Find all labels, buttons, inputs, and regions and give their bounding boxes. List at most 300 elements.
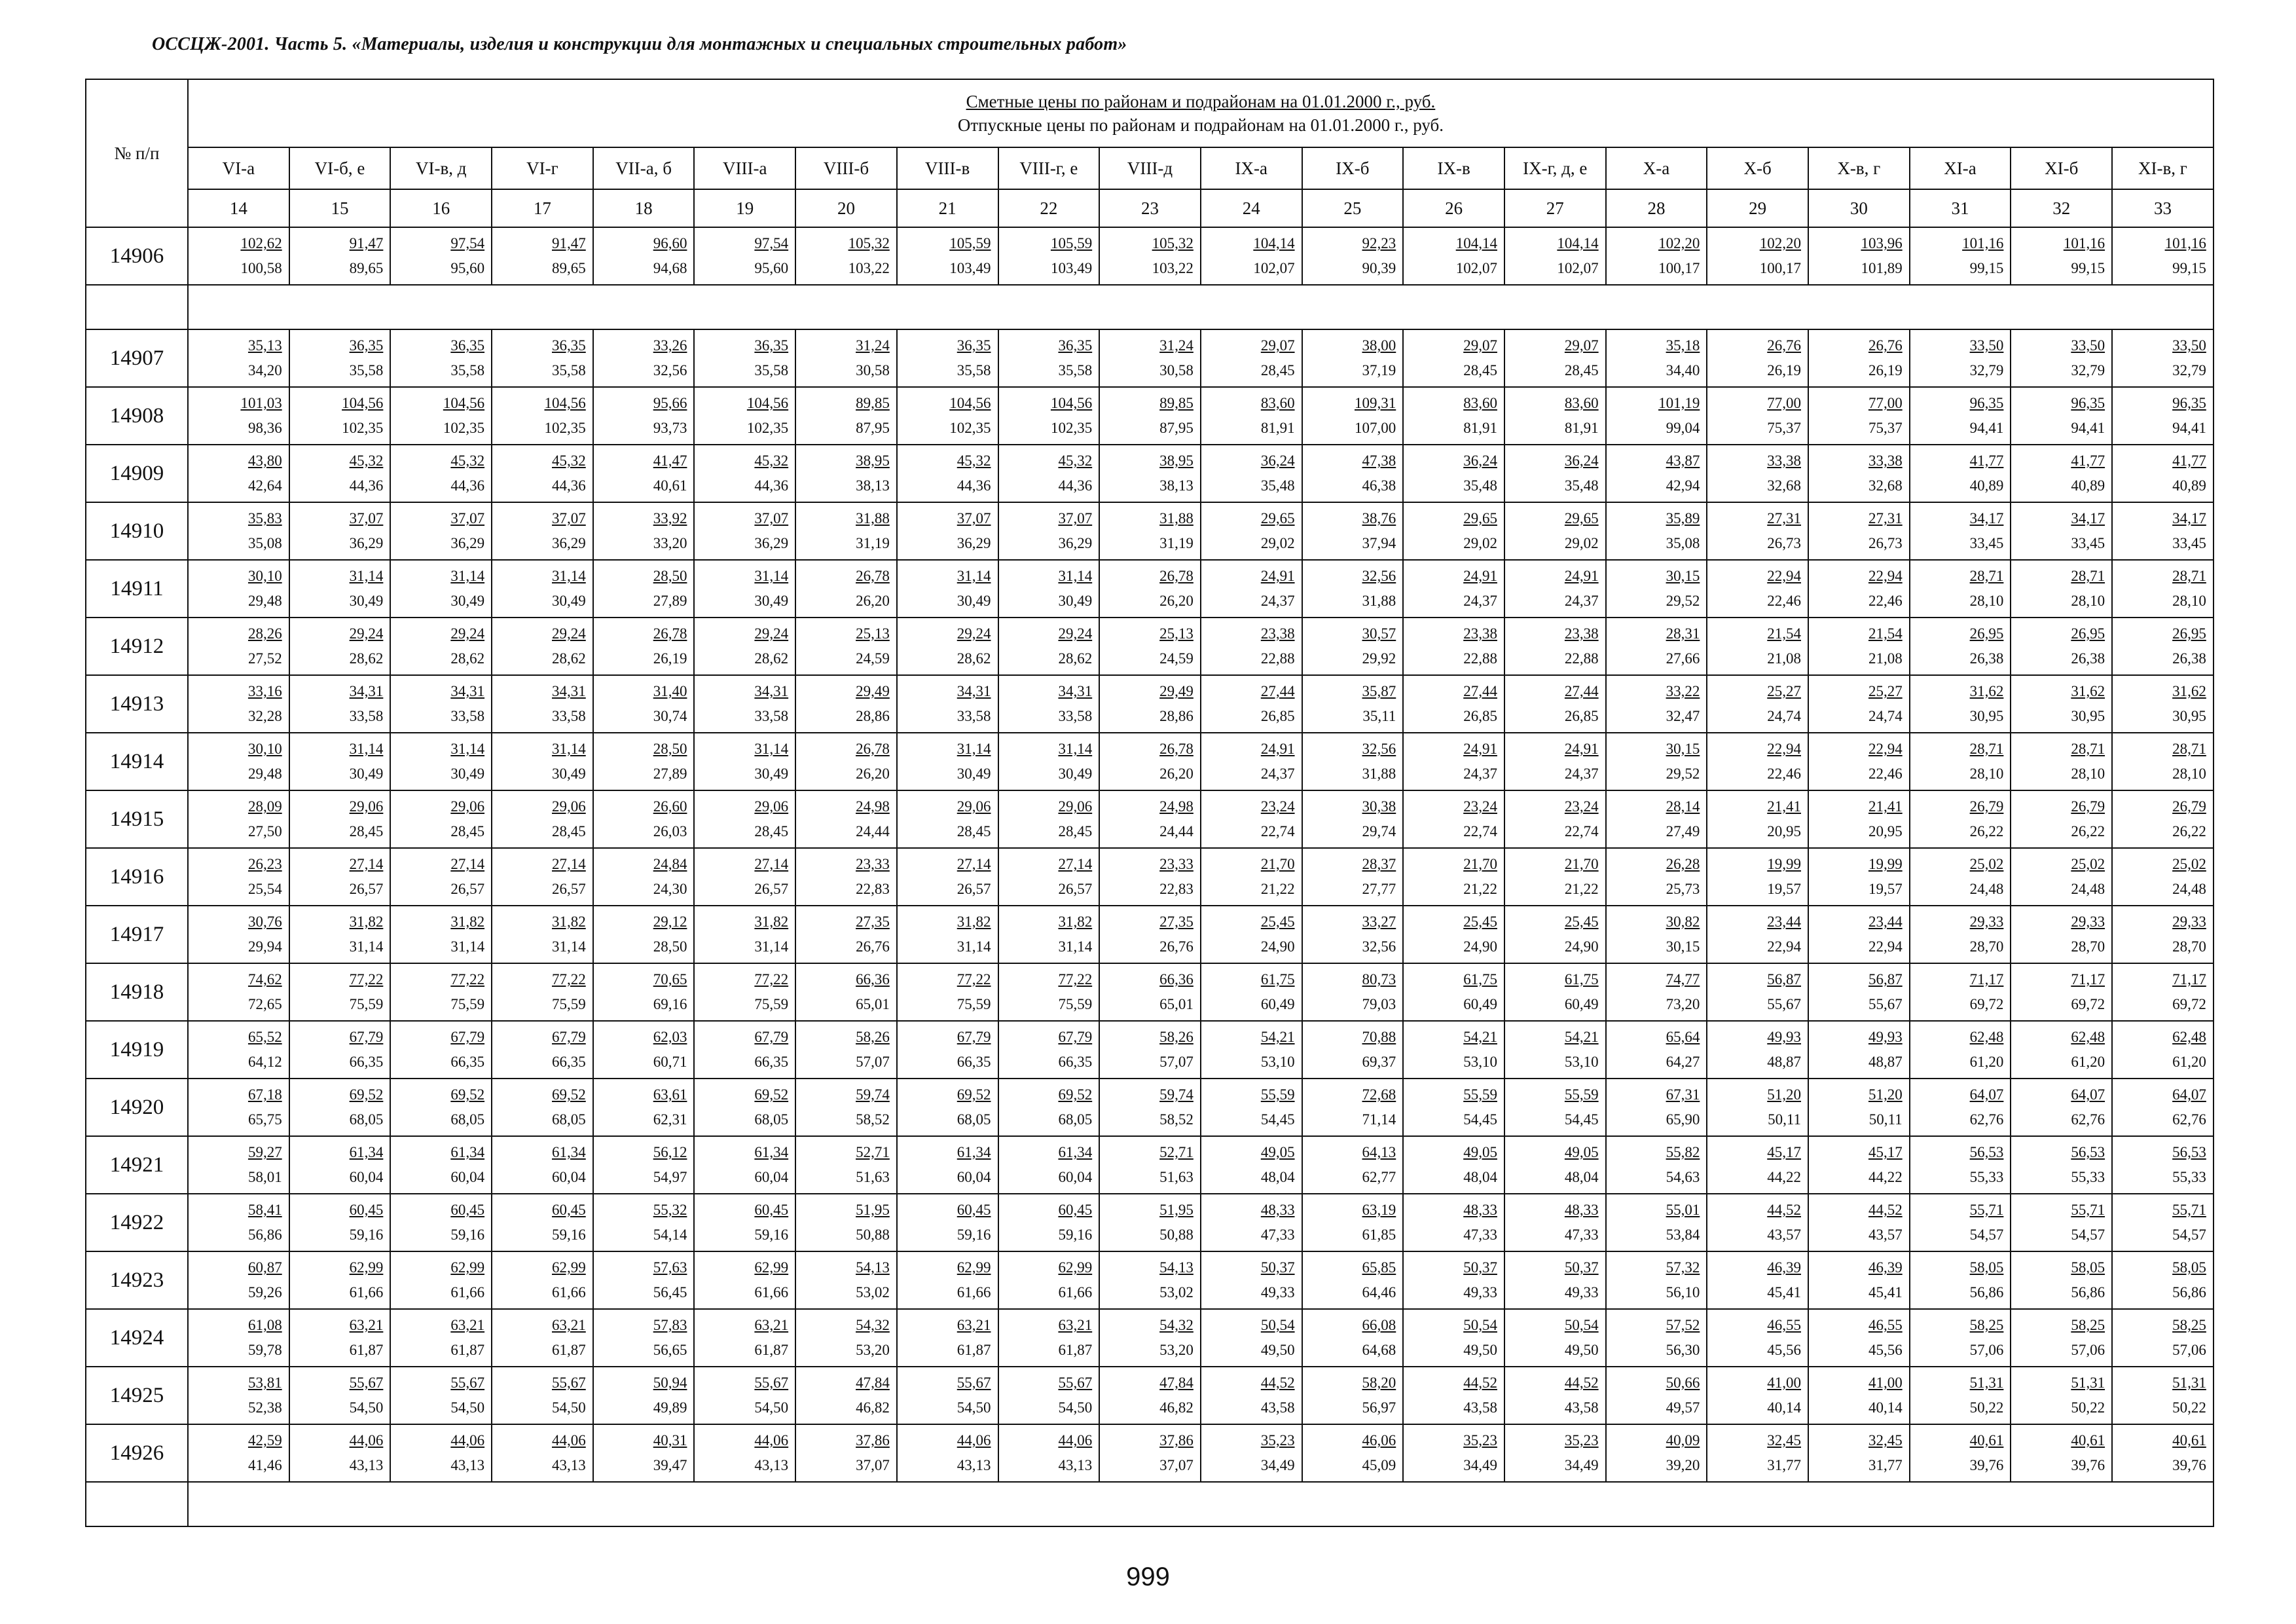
price-cell bbox=[2112, 1021, 2214, 1079]
price-cell bbox=[1403, 1021, 1504, 1079]
estimated-price: 24,91 bbox=[1564, 568, 1599, 584]
price-cell bbox=[390, 560, 492, 618]
price-cell bbox=[2011, 1136, 2112, 1194]
release-price: 53,84 bbox=[1666, 1227, 1700, 1243]
price-cell bbox=[1099, 848, 1201, 906]
estimated-price: 55,59 bbox=[1564, 1086, 1599, 1103]
release-price: 33,45 bbox=[2172, 535, 2206, 551]
price-cell bbox=[1403, 1251, 1504, 1309]
price-cell bbox=[1504, 560, 1606, 618]
release-price: 26,73 bbox=[1868, 535, 1903, 551]
estimated-prices-title: Сметные цены по районам и подрайонам на 01.01.2000 г., руб. bbox=[966, 92, 1436, 111]
release-price: 34,40 bbox=[1666, 362, 1700, 378]
estimated-price: 50,37 bbox=[1463, 1259, 1497, 1276]
price-cell bbox=[1099, 1367, 1201, 1424]
estimated-price: 54,13 bbox=[856, 1259, 890, 1276]
price-cell bbox=[795, 1424, 897, 1482]
estimated-price: 23,33 bbox=[856, 856, 890, 872]
release-price: 27,89 bbox=[653, 766, 687, 782]
release-price: 54,50 bbox=[552, 1399, 586, 1416]
price-cell bbox=[2011, 1021, 2112, 1079]
release-price: 66,35 bbox=[450, 1054, 485, 1070]
price-cell bbox=[998, 1424, 1100, 1482]
price-cell bbox=[1910, 502, 2011, 560]
row-id: 14913 bbox=[86, 675, 188, 733]
column-number: 30 bbox=[1808, 189, 1910, 227]
release-price: 56,30 bbox=[1666, 1342, 1700, 1358]
release-price: 102,35 bbox=[544, 420, 586, 436]
price-cell bbox=[1099, 1079, 1201, 1136]
estimated-price: 69,52 bbox=[450, 1086, 485, 1103]
price-cell bbox=[289, 329, 391, 387]
column-number: 27 bbox=[1504, 189, 1606, 227]
estimated-price: 61,34 bbox=[349, 1144, 384, 1160]
estimated-price: 60,45 bbox=[349, 1202, 384, 1218]
estimated-price: 64,13 bbox=[1362, 1144, 1396, 1160]
price-cell bbox=[593, 848, 695, 906]
release-price: 26,38 bbox=[2071, 650, 2105, 667]
price-cell bbox=[2011, 1079, 2112, 1136]
price-cell bbox=[2011, 1367, 2112, 1424]
estimated-price: 105,59 bbox=[1050, 235, 1093, 251]
release-price: 79,03 bbox=[1362, 996, 1396, 1012]
estimated-price: 71,17 bbox=[2071, 971, 2105, 987]
estimated-price: 56,53 bbox=[1969, 1144, 2004, 1160]
release-price: 35,58 bbox=[552, 362, 586, 378]
estimated-price: 34,31 bbox=[349, 683, 384, 699]
price-cell bbox=[2011, 387, 2112, 445]
price-cell bbox=[1504, 906, 1606, 963]
price-cell bbox=[1504, 1424, 1606, 1482]
estimated-price: 61,34 bbox=[754, 1144, 789, 1160]
estimated-price: 37,86 bbox=[856, 1432, 890, 1449]
price-cell bbox=[1302, 963, 1404, 1021]
release-price: 42,64 bbox=[247, 477, 282, 494]
release-price: 90,39 bbox=[1362, 260, 1396, 276]
estimated-price: 50,66 bbox=[1666, 1375, 1700, 1391]
estimated-price: 35,83 bbox=[247, 510, 282, 526]
estimated-price: 58,25 bbox=[1969, 1317, 2004, 1333]
table-row bbox=[86, 1079, 2214, 1136]
price-cell bbox=[1302, 1136, 1404, 1194]
estimated-price: 101,16 bbox=[2164, 235, 2206, 251]
price-cell bbox=[1707, 1194, 1808, 1251]
price-cell bbox=[1606, 560, 1707, 618]
release-price: 59,16 bbox=[1058, 1227, 1093, 1243]
estimated-price: 23,38 bbox=[1260, 625, 1295, 642]
release-price: 62,31 bbox=[653, 1111, 687, 1128]
release-price: 87,95 bbox=[856, 420, 890, 436]
price-cell bbox=[998, 1194, 1100, 1251]
release-price: 36,29 bbox=[957, 535, 991, 551]
price-cell bbox=[1606, 387, 1707, 445]
release-price: 65,01 bbox=[856, 996, 890, 1012]
price-cell bbox=[1403, 560, 1504, 618]
release-price: 43,13 bbox=[957, 1457, 991, 1473]
estimated-price: 32,45 bbox=[1868, 1432, 1903, 1449]
release-price: 69,72 bbox=[2071, 996, 2105, 1012]
price-cell bbox=[2112, 1309, 2214, 1367]
release-price: 22,46 bbox=[1868, 593, 1903, 609]
estimated-price: 23,24 bbox=[1463, 798, 1497, 815]
release-price: 21,22 bbox=[1564, 881, 1599, 897]
price-cell bbox=[1808, 1079, 1910, 1136]
release-price: 31,19 bbox=[1159, 535, 1194, 551]
price-cell bbox=[1403, 790, 1504, 848]
release-price: 30,49 bbox=[349, 766, 384, 782]
release-price: 30,49 bbox=[450, 593, 485, 609]
price-cell bbox=[1201, 227, 1302, 285]
estimated-price: 60,45 bbox=[1058, 1202, 1093, 1218]
price-cell bbox=[492, 1021, 593, 1079]
price-cell bbox=[1808, 502, 1910, 560]
estimated-price: 101,16 bbox=[1962, 235, 2004, 251]
estimated-price: 63,61 bbox=[653, 1086, 687, 1103]
estimated-price: 38,00 bbox=[1362, 337, 1396, 354]
price-cell bbox=[188, 387, 289, 445]
price-cell bbox=[1707, 387, 1808, 445]
price-cell bbox=[1099, 1021, 1201, 1079]
release-price: 49,50 bbox=[1260, 1342, 1295, 1358]
estimated-price: 65,52 bbox=[247, 1029, 282, 1045]
estimated-price: 22,94 bbox=[1767, 568, 1801, 584]
release-price: 50,11 bbox=[1868, 1111, 1903, 1128]
price-cell bbox=[492, 1309, 593, 1367]
column-number: 21 bbox=[897, 189, 998, 227]
price-cell bbox=[1403, 502, 1504, 560]
estimated-price: 61,08 bbox=[247, 1317, 282, 1333]
price-cell bbox=[1302, 675, 1404, 733]
release-price: 21,08 bbox=[1868, 650, 1903, 667]
price-cell bbox=[289, 1309, 391, 1367]
row-id: 14911 bbox=[86, 560, 188, 618]
release-price: 53,10 bbox=[1564, 1054, 1599, 1070]
price-cell bbox=[2112, 906, 2214, 963]
price-cell bbox=[795, 733, 897, 790]
release-price: 28,86 bbox=[856, 708, 890, 724]
release-price: 29,52 bbox=[1666, 766, 1700, 782]
release-price: 27,50 bbox=[247, 823, 282, 840]
price-cell bbox=[1707, 1021, 1808, 1079]
estimated-price: 77,22 bbox=[957, 971, 991, 987]
estimated-price: 26,79 bbox=[2071, 798, 2105, 815]
release-price: 65,75 bbox=[247, 1111, 282, 1128]
estimated-price: 105,59 bbox=[949, 235, 991, 251]
release-price: 28,45 bbox=[1564, 362, 1599, 378]
release-price: 24,59 bbox=[856, 650, 890, 667]
price-cell bbox=[1403, 1136, 1504, 1194]
estimated-price: 33,50 bbox=[1969, 337, 2004, 354]
price-cell bbox=[289, 445, 391, 502]
release-price: 35,58 bbox=[1058, 362, 1093, 378]
price-cell bbox=[1504, 445, 1606, 502]
region-header: IX-в bbox=[1403, 147, 1504, 189]
price-cell bbox=[593, 1309, 695, 1367]
estimated-price: 74,77 bbox=[1666, 971, 1700, 987]
price-cell bbox=[998, 227, 1100, 285]
price-cell bbox=[1302, 560, 1404, 618]
estimated-price: 61,34 bbox=[1058, 1144, 1093, 1160]
release-price: 26,76 bbox=[856, 938, 890, 955]
estimated-price: 63,21 bbox=[957, 1317, 991, 1333]
release-price: 94,41 bbox=[2172, 420, 2206, 436]
release-price: 40,14 bbox=[1767, 1399, 1801, 1416]
price-title-cell bbox=[188, 79, 2214, 147]
estimated-price: 77,22 bbox=[552, 971, 586, 987]
price-cell bbox=[1707, 618, 1808, 675]
estimated-price: 30,10 bbox=[247, 568, 282, 584]
estimated-price: 28,71 bbox=[2071, 741, 2105, 757]
release-price: 61,87 bbox=[450, 1342, 485, 1358]
estimated-price: 54,21 bbox=[1260, 1029, 1295, 1045]
release-price: 51,63 bbox=[856, 1169, 890, 1185]
estimated-price: 29,12 bbox=[653, 913, 687, 930]
price-cell bbox=[1606, 445, 1707, 502]
price-cell bbox=[2011, 502, 2112, 560]
estimated-price: 22,94 bbox=[1767, 741, 1801, 757]
release-price: 102,35 bbox=[746, 420, 789, 436]
price-cell bbox=[897, 1021, 998, 1079]
price-cell bbox=[694, 387, 795, 445]
release-price: 89,65 bbox=[552, 260, 586, 276]
price-cell bbox=[694, 329, 795, 387]
release-price: 102,35 bbox=[1050, 420, 1093, 436]
price-cell bbox=[1808, 733, 1910, 790]
estimated-price: 31,62 bbox=[2172, 683, 2206, 699]
release-price: 61,20 bbox=[2071, 1054, 2105, 1070]
estimated-price: 47,84 bbox=[856, 1375, 890, 1391]
price-cell bbox=[2112, 445, 2214, 502]
price-cell bbox=[1910, 906, 2011, 963]
release-price: 103,49 bbox=[949, 260, 991, 276]
estimated-price: 45,17 bbox=[1868, 1144, 1903, 1160]
release-price: 68,05 bbox=[754, 1111, 789, 1128]
estimated-price: 34,17 bbox=[2071, 510, 2105, 526]
price-cell bbox=[897, 1367, 998, 1424]
estimated-price: 25,02 bbox=[2172, 856, 2206, 872]
region-header: IX-а bbox=[1201, 147, 1302, 189]
price-cell bbox=[188, 618, 289, 675]
table-row bbox=[86, 963, 2214, 1021]
release-price: 39,20 bbox=[1666, 1457, 1700, 1473]
estimated-price: 91,47 bbox=[552, 235, 586, 251]
price-cell bbox=[1504, 1079, 1606, 1136]
empty-cell bbox=[86, 285, 188, 329]
estimated-price: 24,91 bbox=[1463, 568, 1497, 584]
price-cell bbox=[1201, 329, 1302, 387]
estimated-price: 55,32 bbox=[653, 1202, 687, 1218]
price-cell bbox=[1910, 675, 2011, 733]
estimated-price: 59,74 bbox=[1159, 1086, 1194, 1103]
price-cell bbox=[289, 733, 391, 790]
estimated-price: 66,36 bbox=[856, 971, 890, 987]
price-cell bbox=[1707, 445, 1808, 502]
price-cell bbox=[897, 1309, 998, 1367]
release-price: 100,17 bbox=[1658, 260, 1700, 276]
release-price: 59,26 bbox=[247, 1284, 282, 1301]
release-price: 27,66 bbox=[1666, 650, 1700, 667]
column-number: 29 bbox=[1707, 189, 1808, 227]
estimated-price: 43,87 bbox=[1666, 452, 1700, 469]
price-cell bbox=[1302, 618, 1404, 675]
release-price: 68,05 bbox=[349, 1111, 384, 1128]
table-row bbox=[86, 1136, 2214, 1194]
estimated-price: 62,03 bbox=[653, 1029, 687, 1045]
estimated-price: 44,52 bbox=[1868, 1202, 1903, 1218]
price-cell bbox=[897, 560, 998, 618]
release-price: 43,13 bbox=[450, 1457, 485, 1473]
estimated-price: 55,01 bbox=[1666, 1202, 1700, 1218]
estimated-price: 28,26 bbox=[247, 625, 282, 642]
release-price: 43,57 bbox=[1868, 1227, 1903, 1243]
release-price: 61,66 bbox=[450, 1284, 485, 1301]
estimated-price: 28,50 bbox=[653, 741, 687, 757]
release-price: 53,10 bbox=[1260, 1054, 1295, 1070]
estimated-price: 64,07 bbox=[2172, 1086, 2206, 1103]
release-price: 60,04 bbox=[450, 1169, 485, 1185]
estimated-price: 23,44 bbox=[1767, 913, 1801, 930]
release-price: 35,58 bbox=[349, 362, 384, 378]
price-cell bbox=[1403, 906, 1504, 963]
estimated-price: 28,71 bbox=[1969, 568, 2004, 584]
price-cell bbox=[289, 227, 391, 285]
estimated-price: 44,52 bbox=[1463, 1375, 1497, 1391]
release-price: 30,15 bbox=[1666, 938, 1700, 955]
estimated-price: 104,56 bbox=[342, 395, 384, 411]
release-price: 60,71 bbox=[653, 1054, 687, 1070]
estimated-price: 21,54 bbox=[1767, 625, 1801, 642]
price-cell bbox=[897, 1136, 998, 1194]
estimated-price: 50,54 bbox=[1260, 1317, 1295, 1333]
price-cell bbox=[2112, 329, 2214, 387]
release-price: 53,02 bbox=[856, 1284, 890, 1301]
price-cell bbox=[390, 1021, 492, 1079]
estimated-price: 27,31 bbox=[1767, 510, 1801, 526]
estimated-price: 23,44 bbox=[1868, 913, 1903, 930]
estimated-price: 67,79 bbox=[450, 1029, 485, 1045]
price-cell bbox=[1099, 227, 1201, 285]
row-id: 14914 bbox=[86, 733, 188, 790]
price-cell bbox=[188, 560, 289, 618]
release-price: 28,70 bbox=[2172, 938, 2206, 955]
release-price: 61,66 bbox=[349, 1284, 384, 1301]
estimated-price: 83,60 bbox=[1564, 395, 1599, 411]
price-cell bbox=[1302, 906, 1404, 963]
estimated-price: 64,07 bbox=[1969, 1086, 2004, 1103]
price-cell bbox=[1201, 618, 1302, 675]
release-price: 28,45 bbox=[349, 823, 384, 840]
release-price: 31,88 bbox=[1362, 766, 1396, 782]
estimated-price: 66,36 bbox=[1159, 971, 1194, 987]
price-cell bbox=[188, 1424, 289, 1482]
release-price: 30,49 bbox=[754, 766, 789, 782]
price-cell bbox=[1201, 790, 1302, 848]
release-price: 30,74 bbox=[653, 708, 687, 724]
estimated-price: 63,19 bbox=[1362, 1202, 1396, 1218]
price-cell bbox=[795, 560, 897, 618]
release-price: 64,12 bbox=[247, 1054, 282, 1070]
price-cell bbox=[1201, 387, 1302, 445]
column-number: 26 bbox=[1403, 189, 1504, 227]
release-price: 50,11 bbox=[1768, 1111, 1801, 1128]
price-cell bbox=[1302, 790, 1404, 848]
release-price: 31,88 bbox=[1362, 593, 1396, 609]
release-price: 35,58 bbox=[754, 362, 789, 378]
price-cell bbox=[998, 1251, 1100, 1309]
price-cell bbox=[1808, 1251, 1910, 1309]
estimated-price: 37,07 bbox=[754, 510, 789, 526]
price-cell bbox=[1504, 387, 1606, 445]
estimated-price: 55,71 bbox=[2172, 1202, 2206, 1218]
release-price: 26,19 bbox=[1767, 362, 1801, 378]
release-price: 43,58 bbox=[1260, 1399, 1295, 1416]
release-price: 47,33 bbox=[1260, 1227, 1295, 1243]
estimated-price: 51,31 bbox=[2071, 1375, 2105, 1391]
release-price: 30,49 bbox=[754, 593, 789, 609]
release-price: 40,89 bbox=[2172, 477, 2206, 494]
estimated-price: 53,81 bbox=[247, 1375, 282, 1391]
row-id: 14908 bbox=[86, 387, 188, 445]
estimated-price: 42,59 bbox=[247, 1432, 282, 1449]
estimated-price: 69,52 bbox=[552, 1086, 586, 1103]
release-price: 26,22 bbox=[2071, 823, 2105, 840]
price-cell bbox=[2112, 848, 2214, 906]
price-cell bbox=[897, 906, 998, 963]
price-cell bbox=[1910, 848, 2011, 906]
release-price: 34,20 bbox=[247, 362, 282, 378]
estimated-price: 104,56 bbox=[1050, 395, 1093, 411]
price-cell bbox=[390, 445, 492, 502]
estimated-price: 26,79 bbox=[1969, 798, 2004, 815]
release-price: 45,56 bbox=[1767, 1342, 1801, 1358]
release-price: 28,10 bbox=[1969, 766, 2004, 782]
release-price: 21,22 bbox=[1260, 881, 1295, 897]
estimated-price: 37,86 bbox=[1159, 1432, 1194, 1449]
estimated-price: 61,34 bbox=[450, 1144, 485, 1160]
estimated-price: 31,82 bbox=[1058, 913, 1093, 930]
price-cell bbox=[795, 1136, 897, 1194]
price-cell bbox=[1504, 675, 1606, 733]
price-cell bbox=[1808, 227, 1910, 285]
estimated-price: 31,14 bbox=[754, 741, 789, 757]
price-cell bbox=[492, 1424, 593, 1482]
release-price: 99,15 bbox=[2071, 260, 2105, 276]
estimated-price: 25,02 bbox=[2071, 856, 2105, 872]
estimated-price: 29,07 bbox=[1463, 337, 1497, 354]
price-cell bbox=[694, 227, 795, 285]
price-cell bbox=[694, 1309, 795, 1367]
release-price: 29,94 bbox=[247, 938, 282, 955]
release-price: 54,63 bbox=[1666, 1169, 1700, 1185]
estimated-price: 27,14 bbox=[1058, 856, 1093, 872]
release-price: 58,01 bbox=[247, 1169, 282, 1185]
estimated-price: 54,21 bbox=[1463, 1029, 1497, 1045]
release-price: 32,28 bbox=[247, 708, 282, 724]
price-cell bbox=[593, 906, 695, 963]
release-price: 26,19 bbox=[1868, 362, 1903, 378]
release-price: 27,52 bbox=[247, 650, 282, 667]
estimated-price: 24,84 bbox=[653, 856, 687, 872]
row-id: 14926 bbox=[86, 1424, 188, 1482]
estimated-price: 46,39 bbox=[1767, 1259, 1801, 1276]
price-cell bbox=[795, 1194, 897, 1251]
price-cell bbox=[289, 560, 391, 618]
release-price: 48,04 bbox=[1260, 1169, 1295, 1185]
estimated-price: 24,98 bbox=[1159, 798, 1194, 815]
price-cell bbox=[1504, 1194, 1606, 1251]
release-price: 29,48 bbox=[247, 766, 282, 782]
region-header-row bbox=[86, 147, 2214, 189]
